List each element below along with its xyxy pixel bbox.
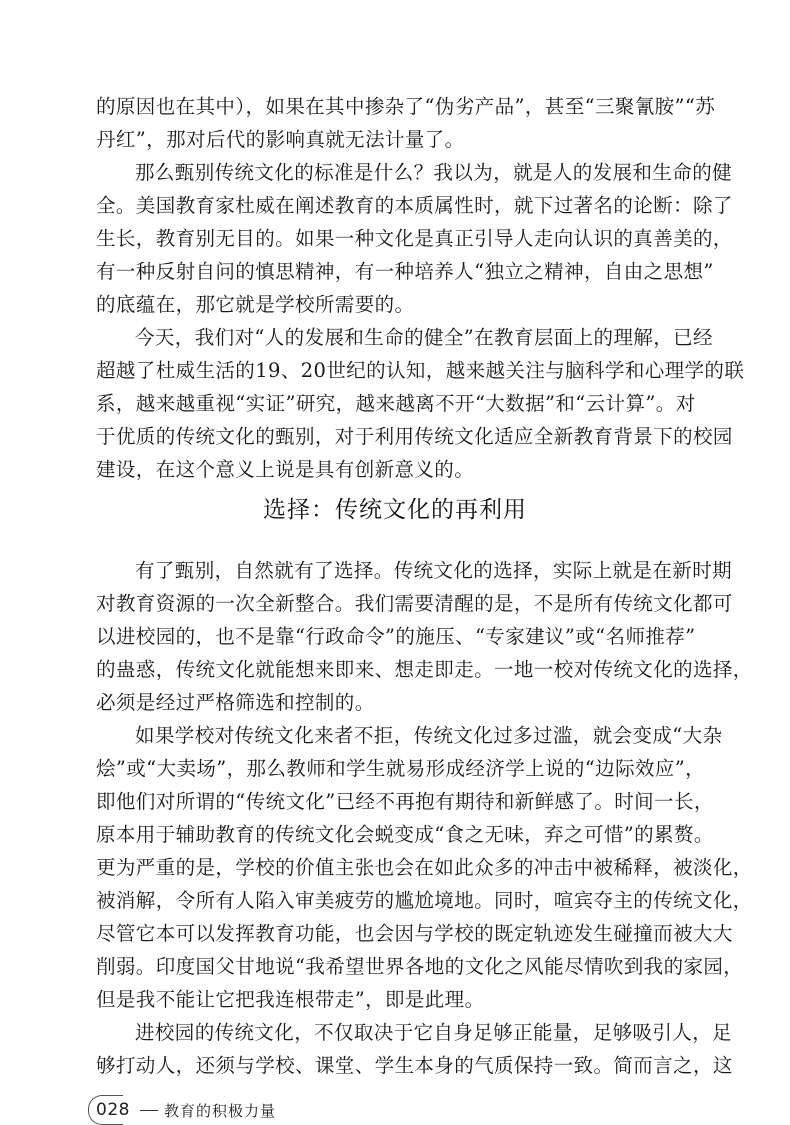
text-line: 全。美国教育家杜威在阐述教育的本质属性时，就下过著名的论断：除了 (96, 194, 733, 217)
text-line: 系，越来越重视“实证”研究，越来越离不开“大数据”和“云计算”。对 (96, 392, 696, 415)
text-line: 的蛊惑，传统文化就能想来即来、想走即走。一地一校对传统文化的选择， (96, 658, 753, 681)
page-number (88, 1098, 136, 1122)
text-line: 够打动人，还须与学校、课堂、学生本身的气质保持一致。简而言之，这 (96, 1054, 733, 1077)
text-line: 以进校园的，也不是靠“行政命令”的施压、“专家建议”或“名师推荐” (96, 625, 696, 648)
text-line: 超越了杜威生活的19、20世纪的认知，越来越关注与脑科学和心理学的联 (96, 359, 745, 382)
section-heading: 选择：传统文化的再利用 (263, 497, 527, 523)
text-line: 烩”或“大卖场”，那么教师和学生就易形成经济学上说的“边际效应”， (96, 757, 706, 780)
text-line: 更为严重的是，学校的价值主张也会在如此众多的冲击中被稀释，被淡化， (96, 856, 753, 879)
book-title: 教育的积极力量 (163, 1101, 276, 1120)
text-line: 对教育资源的一次全新整合。我们需要清醒的是，不是所有传统文化都可 (96, 592, 733, 615)
text-line: 必须是经过严格筛选和控制的。 (96, 691, 375, 714)
text-line: 于优质的传统文化的甄别，对于利用传统文化适应全新教育背景下的校园 (96, 425, 733, 448)
footer-dash (140, 1110, 158, 1111)
text-line: 的底蕴在，那它就是学校所需要的。 (96, 293, 415, 316)
text-line: 生长，教育别无目的。如果一种文化是真正引导人走向认识的真善美的， (96, 227, 733, 250)
text-line: 如果学校对传统文化来者不拒，传统文化过多过滥，就会变成“大杂 (135, 724, 723, 747)
text-line: 建设，在这个意义上说是具有创新意义的。 (96, 458, 475, 481)
text-line: 原本用于辅助教育的传统文化会蜕变成“食之无味，弃之可惜”的累赘。 (96, 823, 714, 846)
text-line: 被消解，令所有人陷入审美疲劳的尴尬境地。同时，喧宾夺主的传统文化， (96, 889, 753, 912)
text-line: 丹红”，那对后代的影响真就无法计量了。 (96, 128, 465, 151)
text-line: 那么甄别传统文化的标准是什么？我以为，就是人的发展和生命的健 (135, 161, 733, 184)
text-line: 的原因也在其中），如果在其中掺杂了“伪劣产品”，甚至“三聚氰胺”“苏 (96, 95, 716, 118)
text-line: 有一种反射自问的慎思精神，有一种培养人“独立之精神，自由之思想” (96, 260, 714, 283)
text-line: 进校园的传统文化，不仅取决于它自身足够正能量，足够吸引人，足 (135, 1021, 733, 1044)
text-line: 削弱。印度国父甘地说“我希望世界各地的文化之风能尽情吹到我的家园， (96, 955, 744, 978)
text-line: 今天，我们对“人的发展和生命的健全”在教育层面上的理解，已经 (135, 326, 713, 349)
text-line: 即他们对所谓的“传统文化”已经不再抱有期待和新鲜感了。时间一长， (96, 790, 714, 813)
page-number-text: 028 (96, 1100, 130, 1120)
page-footer (88, 1096, 276, 1124)
page-number-bracket (88, 1095, 123, 1125)
text-line: 但是我不能让它把我连根带走”，即是此理。 (96, 988, 485, 1011)
text-line: 有了甄别，自然就有了选择。传统文化的选择，实际上就是在新时期 (135, 559, 733, 582)
text-line: 尽管它本可以发挥教育功能，也会因与学校的既定轨迹发生碰撞而被大大 (96, 922, 733, 945)
